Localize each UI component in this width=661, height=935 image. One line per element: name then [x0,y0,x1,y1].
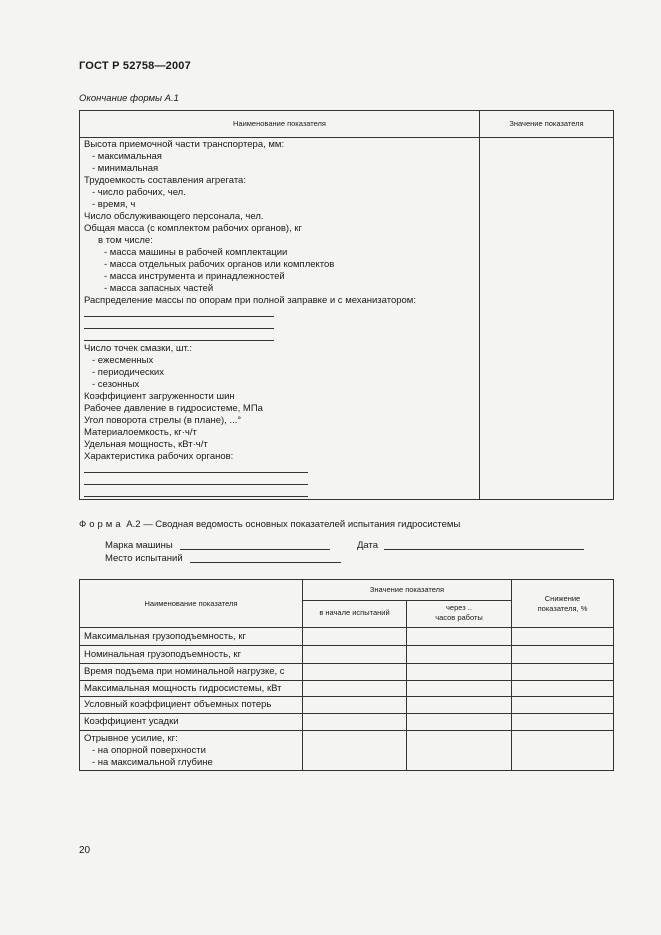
table2-divider [80,730,613,731]
table2-header-value: Значение показателя [369,585,445,594]
table1-row: - периодических [92,367,164,378]
table1-body [84,139,476,499]
table1-row: - время, ч [92,199,136,210]
table1-row: в том числе: [98,235,153,246]
date-field[interactable] [384,549,584,550]
table1-row: Трудоемкость составления агрегата: [84,175,246,186]
table2-divider [80,627,613,628]
blank-line [84,487,476,499]
table2-row: Время подъема при номинальной нагрузке, с [84,666,285,677]
table2-divider [80,663,613,664]
table2-header-after-line2: часов работы [435,613,483,622]
standard-header: ГОСТ Р 52758—2007 [79,60,191,72]
table2-divider [80,645,613,646]
table1-row: - минимальная [92,163,159,174]
table1-header-value: Значение показателя [509,119,584,128]
table2 [79,579,614,771]
blank-line [84,331,476,343]
blank-line [84,463,476,475]
table1-row: - масса отдельных рабочих органов или комплектов [104,259,335,270]
blank-line [84,307,476,319]
table2-header-decrease-line2: показателя, % [537,604,588,613]
table2-header-after-line1: через .. [446,603,472,612]
table1-row: Удельная мощность, кВт·ч/т [84,439,208,450]
table1-row: Характеристика рабочих органов: [84,451,234,462]
table2-header-start: в начале испытаний [319,608,390,617]
table1-row: Рабочее давление в гидросистеме, МПа [84,403,263,414]
brand-field[interactable] [180,549,330,550]
table2-row: Условный коэффициент объемных потерь [84,699,272,710]
form2-title-text: А.2 — Сводная ведомость основных показателей испытания гидросистемы [126,519,461,530]
table1-row: Угол поворота стрелы (в плане), ...° [84,415,242,426]
form2-title [79,519,460,530]
table1-row: - максимальная [92,151,162,162]
table2-header-after [407,603,511,623]
table1-row: - ежесменных [92,355,154,366]
table1-row: - сезонных [92,379,140,390]
table2-header-name: Наименование показателя [144,599,238,608]
table1-row: Число точек смазки, шт.: [84,343,193,354]
table2-row: Максимальная грузоподъемность, кг [84,631,246,642]
table2-header-decrease-line1: Снижение [544,594,581,603]
table2-row: - на опорной поверхности [92,745,206,756]
blank-line [84,475,476,487]
table2-row: Максимальная мощность гидросистемы, кВт [84,683,282,694]
table1-header-name: Наименование показателя [233,119,326,128]
table2-row: Отрывное усилие, кг: [84,733,178,744]
table1-row: - число рабочих, чел. [92,187,186,198]
page-number: 20 [79,845,91,856]
place-label: Место испытаний [105,553,183,564]
table2-row: Номинальная грузоподъемность, кг [84,649,242,660]
table1-row: Общая масса (с комплектом рабочих органов), кг [84,223,302,234]
table1-caption: Окончание формы А.1 [79,93,179,104]
date-label: Дата [357,540,379,551]
table2-divider [80,680,613,681]
blank-line [84,319,476,331]
table2-divider [302,600,511,601]
table1-row: Число обслуживающего персонала, чел. [84,211,264,222]
table1-header-divider [80,137,613,138]
brand-label: Марка машины [105,540,173,551]
table2-row: - на максимальной глубине [92,757,213,768]
place-field[interactable] [190,562,341,563]
table1-row: Высота приемочной части транспортера, мм: [84,139,285,150]
table2-divider [406,600,407,770]
table1-row: - масса машины в рабочей комплектации [104,247,288,258]
table2-row: Коэффициент усадки [84,716,179,727]
table1-row: - масса инструмента и принадлежностей [104,271,285,282]
table2-header-decrease [512,594,613,614]
form2-prefix: Форма [79,519,124,530]
table1-column-divider [479,111,480,499]
table1-row: Распределение массы по опорам при полной заправке и с механизатором: [84,295,416,306]
table1-row: - масса запасных частей [104,283,214,294]
table1-row: Материалоемкость, кг·ч/т [84,427,197,438]
table1-row: Коэффициент загруженности шин [84,391,235,402]
table2-divider [80,713,613,714]
table1 [79,110,614,500]
table2-divider [80,696,613,697]
